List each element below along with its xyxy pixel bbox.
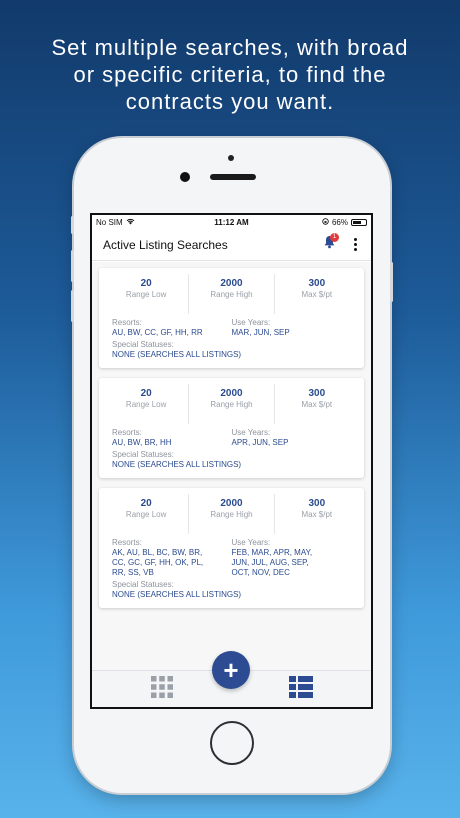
max-price-label: Max $/pt	[301, 290, 333, 299]
use-years-value: FEB, MAR, APR, MAY, JUN, JUL, AUG, SEP, OCT, NOV, DEC	[231, 548, 313, 577]
phone-frame	[74, 138, 390, 793]
max-price-stat	[275, 494, 359, 534]
more-vertical-icon-dot	[354, 243, 357, 246]
battery-level	[353, 221, 361, 224]
resorts-field	[112, 538, 232, 578]
notification-badge: 1	[330, 233, 339, 242]
use-years-value: APR, JUN, SEP	[231, 438, 289, 447]
special-statuses-value: NONE (SEARCHES ALL LISTINGS)	[112, 350, 242, 359]
range-stats	[104, 494, 359, 534]
criteria-columns	[104, 318, 359, 338]
range-stats	[104, 384, 359, 424]
range-high-label: Range High	[210, 400, 253, 409]
grid-icon	[151, 676, 173, 703]
list-icon	[289, 676, 313, 703]
front-sensor	[228, 155, 234, 161]
plus-icon: +	[223, 655, 239, 685]
status-time: 11:12 AM	[214, 217, 249, 227]
front-camera	[180, 172, 190, 182]
wifi-icon	[126, 218, 135, 227]
more-vertical-icon-dot	[354, 248, 357, 251]
range-low-value: 20	[140, 498, 152, 509]
range-low-label: Range Low	[125, 290, 167, 299]
use-years-label: Use Years:	[231, 318, 271, 327]
use-years-field	[232, 538, 352, 578]
range-low-label: Range Low	[125, 400, 167, 409]
use-years-field	[232, 428, 352, 448]
criteria-columns	[104, 538, 359, 578]
resorts-field	[112, 428, 232, 448]
use-years-value: MAR, JUN, SEP	[231, 328, 290, 337]
volume-down-button	[71, 290, 74, 322]
range-low-stat	[104, 274, 189, 314]
status-bar	[92, 215, 371, 229]
earpiece-speaker	[210, 174, 256, 180]
add-search-button[interactable]	[212, 651, 250, 689]
search-card[interactable]	[99, 378, 364, 478]
page-title: Active Listing Searches	[103, 237, 228, 252]
range-high-stat	[189, 274, 274, 314]
headline-line-3: contracts you want.	[125, 89, 335, 114]
resorts-value: AU, BW, BR, HH	[112, 438, 172, 447]
max-price-label: Max $/pt	[301, 510, 333, 519]
range-high-value: 2000	[220, 388, 243, 399]
range-high-value: 2000	[220, 278, 243, 289]
headline-line-2: or specific criteria, to find the	[73, 62, 387, 87]
special-statuses-value: NONE (SEARCHES ALL LISTINGS)	[112, 590, 242, 599]
use-years-field	[232, 318, 352, 338]
range-high-value: 2000	[220, 498, 243, 509]
resorts-field	[112, 318, 232, 338]
battery-icon	[351, 219, 367, 226]
resorts-label: Resorts:	[112, 318, 142, 327]
resorts-value: AU, BW, CC, GF, HH, RR	[112, 328, 203, 337]
max-price-stat	[275, 274, 359, 314]
battery-percent: 66%	[331, 217, 348, 227]
range-low-value: 20	[140, 278, 152, 289]
search-card[interactable]	[99, 488, 364, 608]
range-high-stat	[189, 494, 274, 534]
range-high-label: Range High	[210, 510, 253, 519]
max-price-value: 300	[308, 388, 326, 399]
max-price-stat	[275, 384, 359, 424]
carrier-info	[96, 218, 135, 227]
use-years-label: Use Years:	[231, 538, 271, 547]
app-bar	[92, 229, 371, 261]
more-options-button[interactable]	[349, 235, 361, 255]
special-statuses-label: Special Statuses:	[112, 580, 174, 589]
headline	[0, 34, 460, 115]
home-button[interactable]	[210, 721, 254, 765]
app-screen	[90, 213, 373, 709]
power-button	[390, 262, 393, 302]
search-card[interactable]	[99, 268, 364, 368]
tab-grid[interactable]	[92, 671, 232, 707]
special-statuses-label: Special Statuses:	[112, 340, 174, 349]
range-stats	[104, 274, 359, 314]
resorts-value: AK, AU, BL, BC, BW, BR, CC, GC, GF, HH, OK, PL, RR, SS, VB	[112, 548, 204, 577]
range-low-label: Range Low	[125, 510, 167, 519]
use-years-label: Use Years:	[231, 428, 271, 437]
tab-list[interactable]	[232, 671, 372, 707]
volume-up-button	[71, 250, 74, 282]
more-vertical-icon	[354, 238, 357, 241]
special-statuses-value: NONE (SEARCHES ALL LISTINGS)	[112, 460, 242, 469]
range-low-stat	[104, 494, 189, 534]
resorts-label: Resorts:	[112, 538, 142, 547]
search-list	[92, 262, 371, 672]
headline-line-1: Set multiple searches, with broad	[51, 35, 409, 60]
max-price-value: 300	[308, 278, 326, 289]
orientation-lock-icon	[322, 218, 329, 227]
special-statuses-field	[104, 580, 359, 600]
max-price-label: Max $/pt	[301, 400, 333, 409]
max-price-value: 300	[308, 498, 326, 509]
special-statuses-label: Special Statuses:	[112, 450, 174, 459]
silent-switch	[71, 216, 74, 234]
carrier-label: No SIM	[96, 217, 123, 227]
range-low-value: 20	[140, 388, 152, 399]
notifications-button[interactable]	[319, 235, 339, 255]
criteria-columns	[104, 428, 359, 448]
battery-info	[322, 218, 367, 227]
resorts-label: Resorts:	[112, 428, 142, 437]
range-low-stat	[104, 384, 189, 424]
range-high-stat	[189, 384, 274, 424]
range-high-label: Range High	[210, 290, 253, 299]
special-statuses-field	[104, 340, 359, 360]
special-statuses-field	[104, 450, 359, 470]
